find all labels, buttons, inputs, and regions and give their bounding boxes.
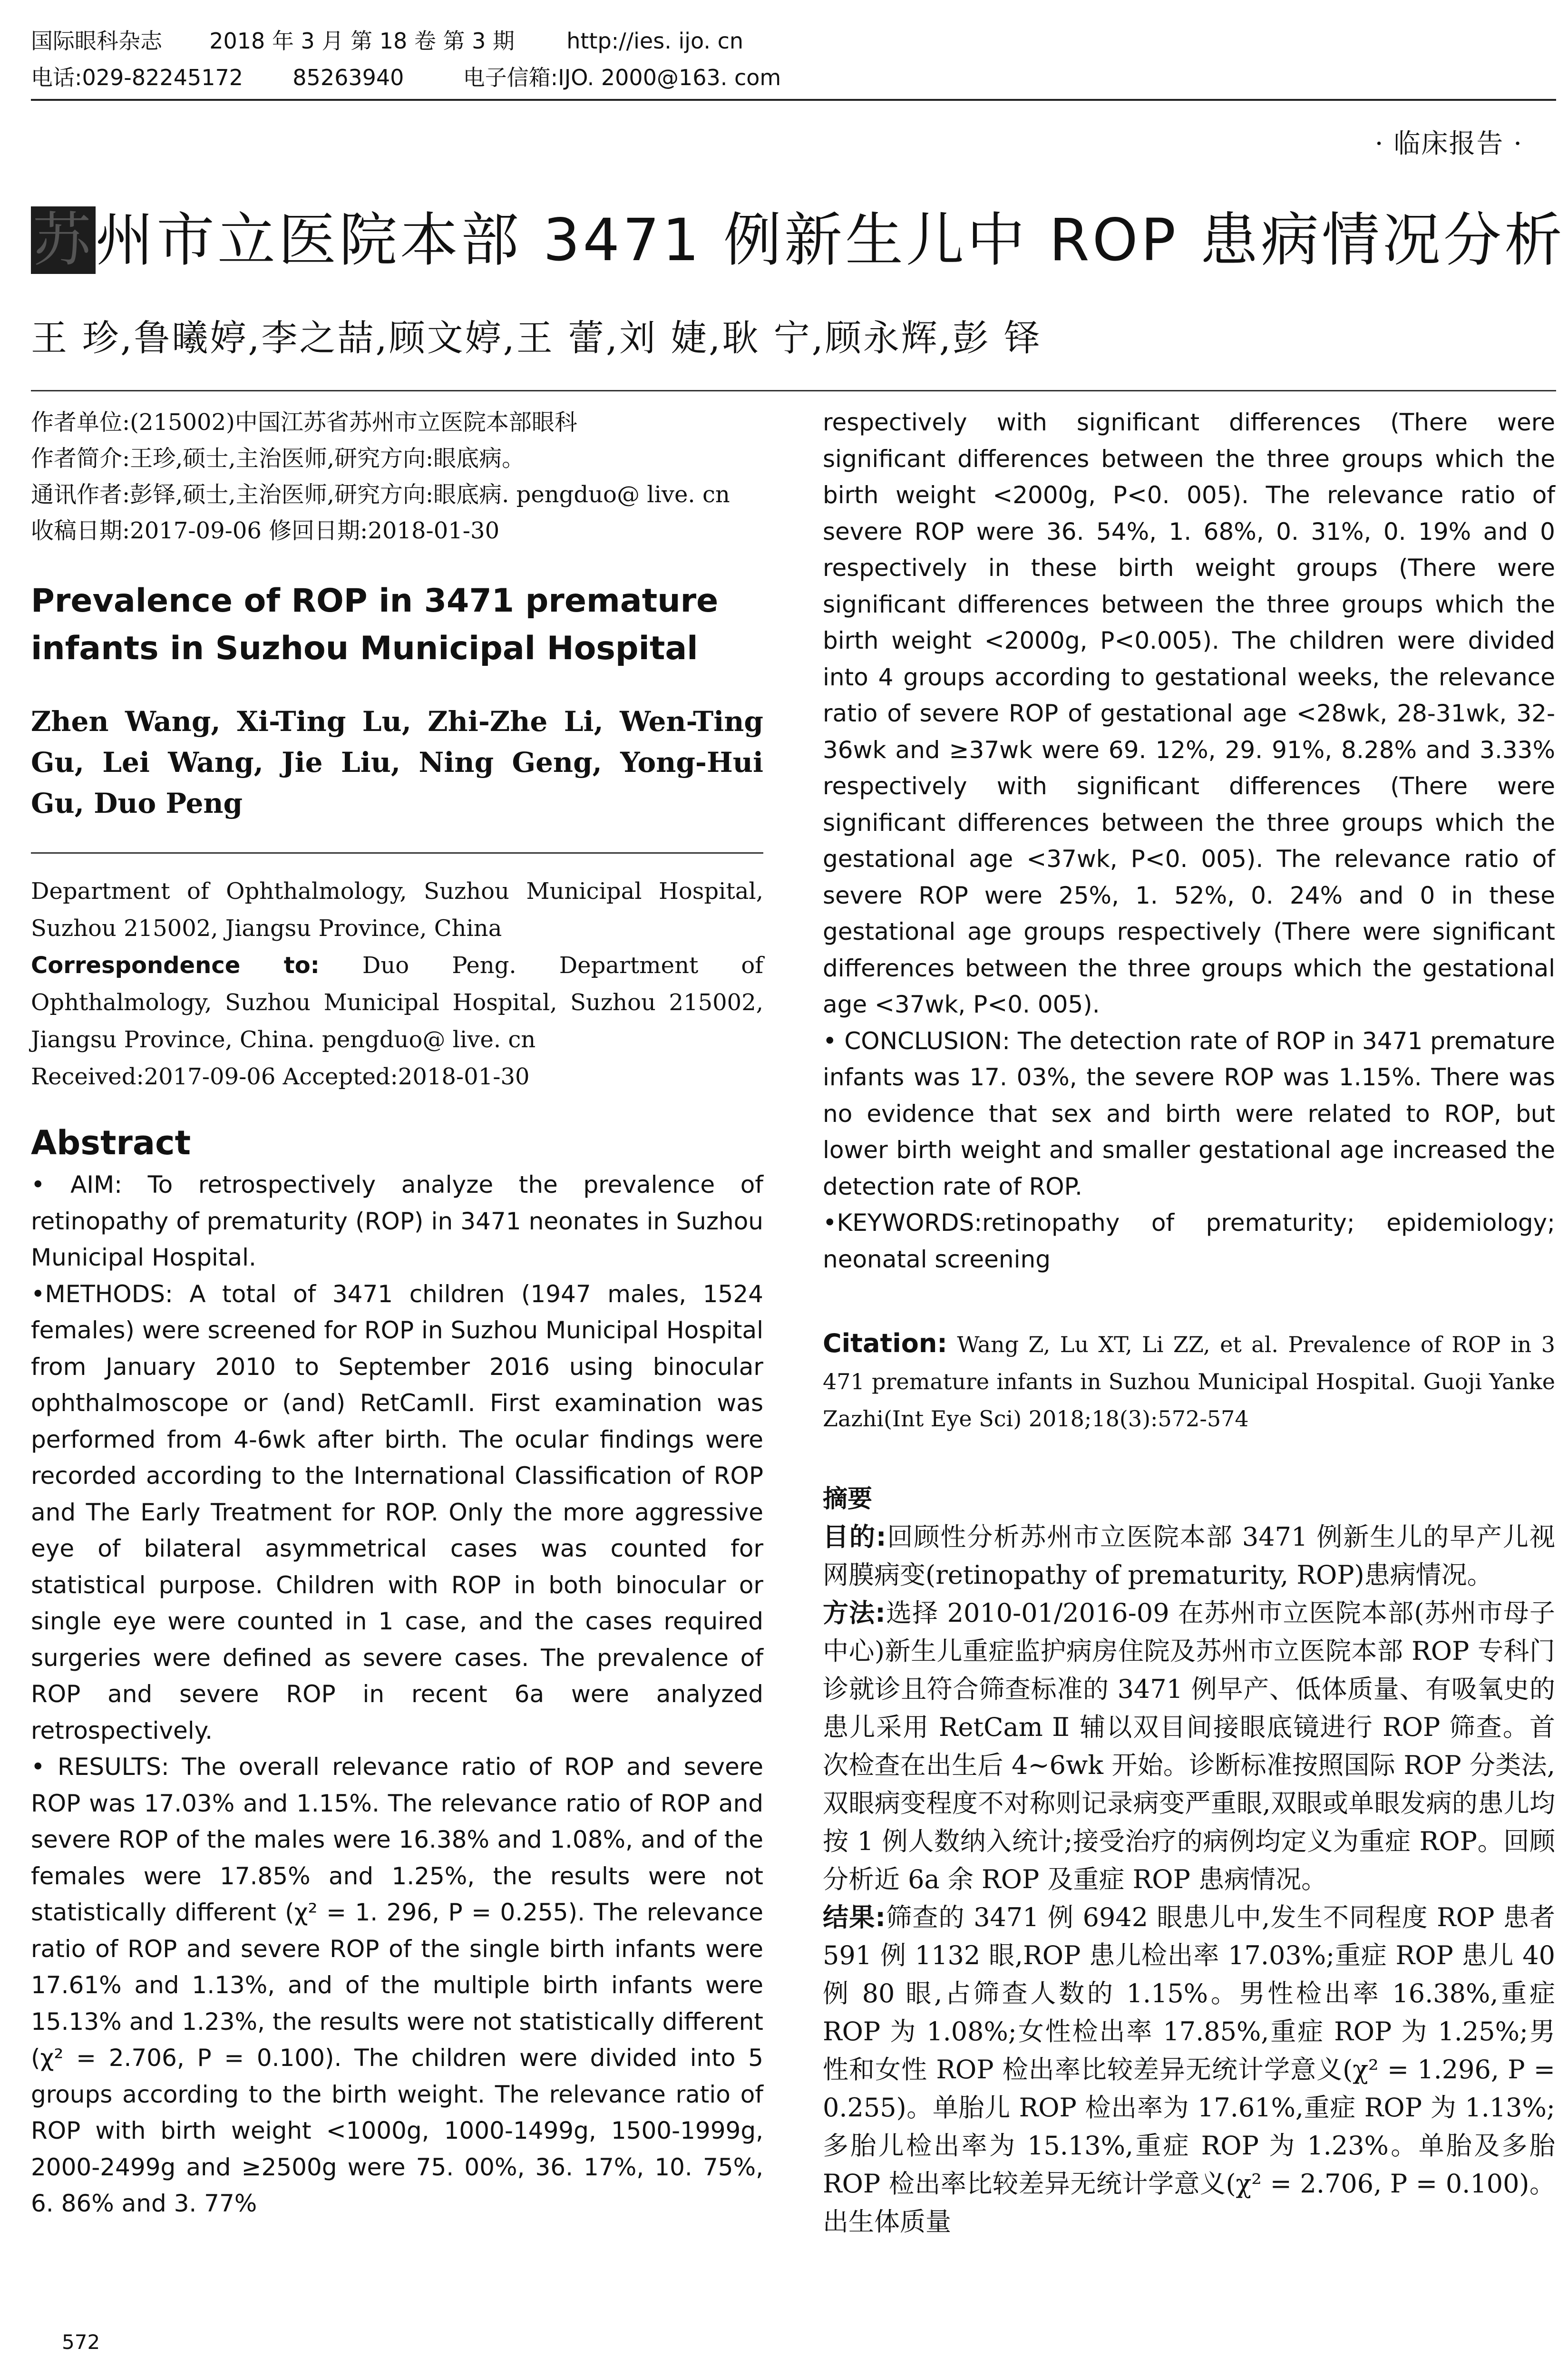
english-title: Prevalence of ROP in 3471 premature infants in Suzhou Municipal Hospital xyxy=(31,582,719,667)
received-dates-en: Received:2017-09-06 Accepted:2018-01-30 xyxy=(31,1063,530,1090)
citation-label: Citation: xyxy=(823,1328,947,1358)
page-number: 572 xyxy=(62,2330,100,2354)
journal-phone: 电话:029-82245172 xyxy=(31,65,243,90)
cn-abstract-heading: 摘要 xyxy=(823,1485,873,1513)
journal-url[interactable]: http://ies. ijo. cn xyxy=(566,28,744,54)
cn-results-text: 筛查的 3471 例 6942 眼患儿中,发生不同程度 ROP 患者 591 例 1132 眼,ROP 患儿检出率 17.03%;重症 ROP 患儿 40 例 80 眼,占筛查人数的 1.15%。男性检出率 16.38%,重症 ROP 为 1.08%;女性检出率 17.85%,重症 ROP 为 1.25%;男性和女性 ROP 检出率比较差异无统计学意义(χ² = 1.296, P = 0.255)。单胎儿 ROP 检出率为 17.61%,重症 ROP 为 1.13%;多胎儿检出率为 15.13%,重症 ROP 为 1.23%。单胎及多胎 ROP 检出率比较差异无统计学意义(χ² = 2.706, P = 0.100)。出生体质量 xyxy=(823,1902,1555,2237)
abstract-keywords: •KEYWORDS:retinopathy of prematurity; epidemiology; neonatal screening xyxy=(823,1209,1555,1273)
abstract-body-left xyxy=(31,1167,763,2222)
authors-cn: 王 珍,鲁曦婷,李之喆,顾文婷,王 蕾,刘 婕,耿 宁,顾永辉,彭 铎 xyxy=(31,317,1042,359)
affiliation-correspondence xyxy=(31,947,763,1058)
cn-methods xyxy=(823,1594,1555,1899)
affiliation-divider xyxy=(31,852,763,854)
affiliation-dept: Department of Ophthalmology, Suzhou Municipal Hospital, Suzhou 215002, Jiangsu Province, China xyxy=(31,878,763,942)
citation xyxy=(823,1325,1555,1437)
author-unit: 作者单位:(215002)中国江苏省苏州市立医院本部眼科 xyxy=(31,409,577,436)
citation-text: Wang Z, Lu XT, Li ZZ, et al. Prevalence of ROP in 3 471 premature infants in Suzhou Municipal Hospital. Guoji Yanke Zazhi(Int Eye Sci) 2018;18(3):572-574 xyxy=(823,1332,1555,1432)
author-bio: 作者简介:王珍,硕士,主治医师,研究方向:眼底病。 xyxy=(31,445,525,472)
cn-methods-label: 方法: xyxy=(823,1598,886,1628)
cn-aim-text: 回顾性分析苏州市立医院本部 3471 例新生儿的早产儿视网膜病变(retinopathy of prematurity, ROP)患病情况。 xyxy=(823,1522,1555,1590)
journal-header-line1 xyxy=(31,28,743,54)
cn-aim-label: 目的: xyxy=(823,1522,886,1552)
abstract-aim: • AIM: To retrospectively analyze the prevalence of retinopathy of prematurity (ROP) in 3471 neonates in Suzhou Municipal Hospital. xyxy=(31,1171,763,1271)
abstract-heading: Abstract xyxy=(31,1123,191,1162)
right-column xyxy=(823,404,1555,2241)
article-title xyxy=(31,205,1565,276)
abstract-conclusion: • CONCLUSION: The detection rate of ROP in 3471 premature infants was 17. 03%, the severe ROP was 1.15%. There was no evidence that sex and birth were related to ROP, but lower birth weight and smaller gestational age increased the detection rate of ROP. xyxy=(823,1027,1555,1200)
journal-issue: 2018 年 3 月 第 18 卷 第 3 期 xyxy=(209,28,515,54)
correspondence-label: Correspondence to: xyxy=(31,952,320,979)
title-divider xyxy=(31,390,1556,391)
section-tag: · 临床报告 · xyxy=(1374,128,1523,159)
english-authors: Zhen Wang, Xi-Ting Lu, Zhi-Zhe Li, Wen-Ting Gu, Lei Wang, Jie Liu, Ning Geng, Yong-Hui Gu, Duo Peng xyxy=(31,705,763,819)
abstract-results-part1: • RESULTS: The overall relevance ratio of ROP and severe ROP was 17.03% and 1.15%. The relevance ratio of ROP and severe ROP of the males were 16.38% and 1.08%, and of the females were 17.85% and 1.25%, the results were not statistically different (χ² = 1. 296, P = 0.255). The relevance ratio of ROP and severe ROP of the single birth infants were 17.61% and 1.13%, and of the multiple birth infants were 15.13% and 1.23%, the results were not statistically different (χ² = 2.706, P = 0.100). The children were divided into 5 groups according to the birth weight. The relevance ratio of ROP with birth weight <1000g, 1000-1499g, 1500-1999g, 2000-2499g and ≥2500g were 75. 00%, 36. 17%, 10. 75%, 6. 86% and 3. 77% xyxy=(31,1753,763,2217)
cn-results-label: 结果: xyxy=(823,1902,886,1932)
title-rest: 州市立医院本部 3471 例新生儿中 ROP 患病情况分析 xyxy=(96,206,1565,274)
abstract-body-right xyxy=(823,404,1555,1277)
header-divider xyxy=(31,99,1556,101)
journal-email[interactable]: 电子信箱:IJO. 2000@163. com xyxy=(463,65,781,90)
abstract-results-part2: respectively with significant differences (There were significant differences between the three groups which the birth weight <2000g, P<0. 005). The relevance ratio of severe ROP were 36. 54%, 1. 68%, 0. 31%, 0. 19% and 0 respectively in these birth weight groups (There were significant differences between the three groups which the birth weight <2000g, P<0.005). The children were divided into 4 groups according to gestational weeks, the relevance ratio of severe ROP of gestational age <28wk, 28-31wk, 32-36wk and ≥37wk were 69. 12%, 29. 91%, 8.28% and 3.33% respectively with significant differences (There were significant differences between the three groups which the gestational age <37wk, P<0. 005). The relevance ratio of severe ROP were 25%, 1. 52%, 0. 24% and 0 in these gestational age groups respectively (There were significant differences between the three groups which the gestational age <37wk, P<0. 005). xyxy=(823,409,1555,1018)
corresponding-author: 通讯作者:彭铎,硕士,主治医师,研究方向:眼底病. pengduo@ live. cn xyxy=(31,481,730,508)
cn-results xyxy=(823,1899,1555,2241)
cn-methods-text: 选择 2010-01/2016-09 在苏州市立医院本部(苏州市母子中心)新生儿重症监护病房住院及苏州市立医院本部 ROP 专科门诊就诊且符合筛查标准的 3471 例早产、低体质量、有吸氧史的患儿采用 RetCam Ⅱ 辅以双目间接眼底镜进行 ROP 筛查。首次检查在出生后 4~6wk 开始。诊断标准按照国际 ROP 分类法,双眼病变程度不对称则记录病变严重眼,双眼或单眼发病的患儿均按 1 例人数纳入统计;接受治疗的病例均定义为重症 ROP。回顾分析近 6a 余 ROP 及重症 ROP 患病情况。 xyxy=(823,1598,1555,1894)
received-dates-cn: 收稿日期:2017-09-06 修回日期:2018-01-30 xyxy=(31,517,500,544)
journal-name: 国际眼科杂志 xyxy=(31,28,162,54)
correspondence-text: Duo Peng. Department of Ophthalmology, Suzhou Municipal Hospital, Suzhou 215002, Jiangsu Province, China. pengduo@ live. cn xyxy=(31,952,763,1053)
journal-phone2: 85263940 xyxy=(292,65,404,90)
cn-abstract-body xyxy=(823,1518,1555,2241)
cn-aim xyxy=(823,1518,1555,1594)
left-column xyxy=(31,404,763,2222)
title-first-char: 苏 xyxy=(31,206,96,274)
abstract-methods: •METHODS: A total of 3471 children (1947 males, 1524 females) were screened for ROP in Suzhou Municipal Hospital from January 2010 to September 2016 using binocular ophthalmoscope or (and) RetCamII. First examination was performed from 4-6wk after birth. The ocular findings were recorded according to the International Classification of ROP and The Early Treatment for ROP. Only the more aggressive eye of bilateral asymmetrical cases was counted for statistical purpose. Children with ROP in both binocular or single eye were counted in 1 case, and the cases required surgeries were defined as severe cases. The prevalence of ROP and severe ROP in recent 6a were analyzed retrospectively. xyxy=(31,1280,763,1744)
journal-header-line2 xyxy=(31,64,781,91)
